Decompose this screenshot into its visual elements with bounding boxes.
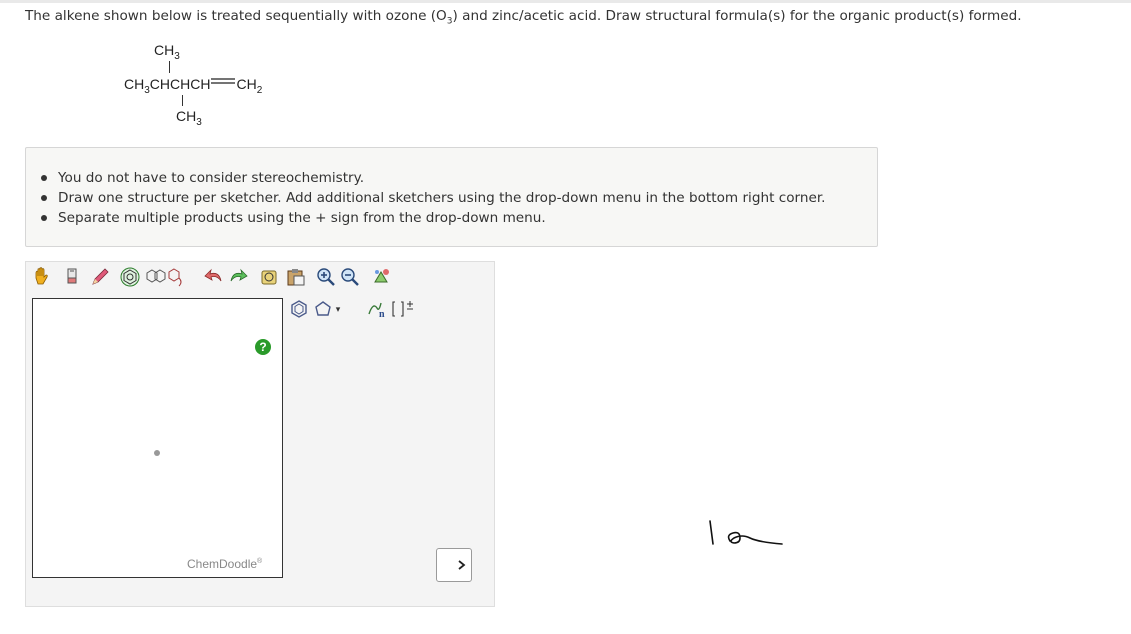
bottom-methyl: $CH_3$: [176, 108, 202, 128]
alkene-structure: [120, 40, 320, 130]
ozone-subscript: 3: [446, 16, 453, 27]
hand-icon[interactable]: [30, 265, 54, 289]
drawing-canvas[interactable]: [32, 298, 283, 578]
cyclopentane-icon[interactable]: [312, 298, 334, 320]
copy-icon[interactable]: [258, 265, 282, 289]
redo-icon[interactable]: [226, 265, 250, 289]
instructions-list: [58, 168, 826, 228]
bottom-bond: [182, 95, 183, 106]
main-chain: $CH_3CHCHCH$ $CH_2$: [124, 76, 263, 96]
templates-icon[interactable]: [144, 265, 186, 289]
eraser-icon[interactable]: [60, 265, 84, 289]
cursor-dot: [154, 450, 160, 456]
help-button[interactable]: ?: [255, 339, 271, 355]
zoom-in-icon[interactable]: [314, 265, 338, 289]
question-prefix: The alkene shown below is treated sequentially with ozone (O: [25, 8, 447, 24]
chevron-right-icon: [458, 560, 466, 570]
undo-icon[interactable]: [202, 265, 226, 289]
instruction-item: You do not have to consider stereochemistry.: [58, 168, 826, 188]
question-text: [25, 8, 1022, 27]
pencil-icon[interactable]: [88, 265, 112, 289]
ring-dropdown[interactable]: ▾: [335, 305, 341, 315]
clean-icon[interactable]: [370, 265, 394, 289]
instruction-item: Draw one structure per sketcher. Add additional sketchers using the drop-down menu in the bottom right corner.: [58, 190, 826, 206]
repeat-unit-icon[interactable]: [366, 298, 388, 320]
instructions-box: [25, 147, 878, 247]
handwritten-scribble: [700, 516, 790, 552]
top-divider: [0, 0, 1131, 3]
chemdoodle-sketcher: [25, 261, 495, 607]
benzene-ring-icon[interactable]: [288, 298, 310, 320]
paste-icon[interactable]: [284, 265, 308, 289]
zoom-out-icon[interactable]: [338, 265, 362, 289]
top-bond: [169, 61, 170, 73]
instruction-item: Separate multiple products using the + sign from the drop-down menu.: [58, 208, 826, 228]
add-sketcher-dropdown[interactable]: [436, 548, 472, 582]
benzene-template-icon[interactable]: [118, 265, 142, 289]
top-methyl: $CH_3$: [154, 42, 180, 62]
chemdoodle-brand: ChemDoodle®: [187, 557, 263, 571]
svg-text:n: n: [379, 309, 385, 320]
bracket-charge-icon[interactable]: [390, 298, 416, 320]
question-suffix: ) and zinc/acetic acid. Draw structural formula(s) for the organic product(s) formed.: [452, 8, 1022, 24]
